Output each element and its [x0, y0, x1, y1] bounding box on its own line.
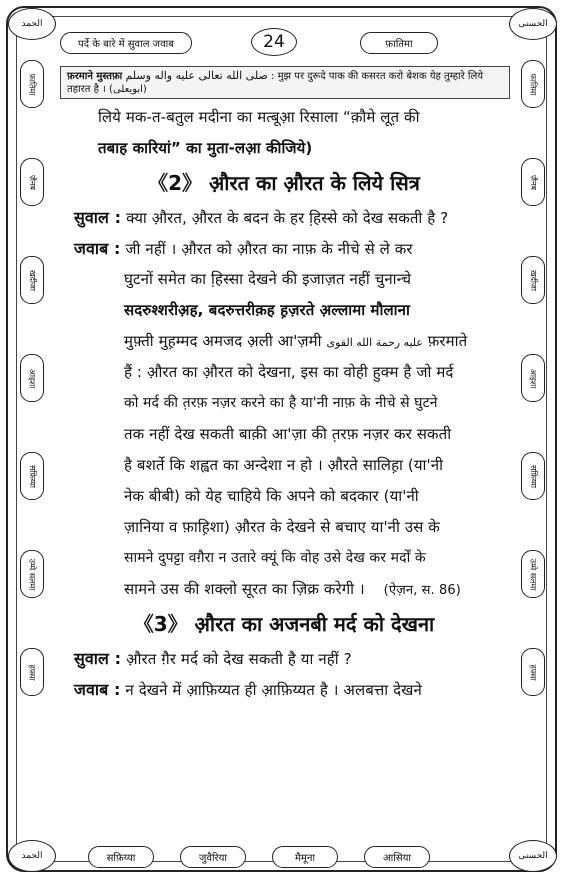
question-label: सुवाल :: [74, 649, 122, 668]
answer-line-3: सदरुश्शरीअ़ह, बदरुत्तरीक़ह ह़ज़रते अ़ल्लामा मौलाना: [124, 301, 410, 319]
answer-label: जवाब :: [74, 680, 121, 699]
side-label-right-1: फ़ातिमा: [521, 60, 545, 108]
question-label: सुवाल :: [74, 208, 122, 227]
footer-label-3: मैमूना: [272, 846, 338, 868]
answer-line-8: है बशर्ते कि शह्वत का अन्देशा न हो । औ़रते सालिह़ा (या'नी: [124, 456, 444, 474]
side-label-right-6: उम्मे सलमा: [521, 550, 545, 598]
header-label-right: फ़ातिमा: [360, 32, 438, 54]
side-label-right-5: सफ़िय्या: [521, 452, 545, 500]
banner-salutation: صلى الله تعالى عليه واله وسلم: [125, 69, 268, 82]
book-title: पर्दे के बारे में सुवाल जवाब: [60, 32, 192, 54]
answer-line-6: को मर्द की त़रफ़ नज़र करने का है या'नी नाफ़ के नीचे से घुटने: [124, 395, 438, 411]
page-number: 24: [251, 28, 297, 56]
answer-line-12: सामने उस की शक्लो सूरत का ज़िक्र करेगी । (ऐज़न, स. 86): [124, 580, 461, 598]
question-text: क्या औ़रत, औ़रत के बदन के हर हि़स्से को देख सकती है ?: [126, 209, 449, 227]
answer-line-7: तक नहीं देख सकती बाक़ी आ'ज़ा की त़रफ़ नज़र कर सकती: [124, 425, 452, 443]
side-label-right-2: ज़ैनब: [521, 158, 545, 206]
answer-line-11: सामने दुपट्टा वग़ैरा न उतारे क्यूं कि वोह उसे देख कर मर्दों के: [124, 550, 426, 566]
banner-label: फ़रमाने मुस्तफ़ा: [67, 71, 123, 82]
side-label-left-1: फ़ातिमा: [20, 60, 44, 108]
answer-line-9: नेक बीबी) को येह चाहिये कि अपने को बदकार (या'नी: [124, 487, 419, 505]
answer-3-line-1: जवाब : न देखने में आ़फ़िय्यत ही आ़फ़िय्यत है । अलबत्ता देखने: [74, 680, 422, 699]
corner-ornament-top-left: الحمد: [8, 8, 56, 40]
side-label-left-6: उम्मे सलमा: [20, 550, 44, 598]
side-label-right-4: आइशा: [521, 354, 545, 402]
answer-line-4: मुफ़्ती मुह़म्मद अमजद अ़ली आ'ज़मी عليه رحمة الله القوى फ़रमाते: [124, 332, 468, 350]
question-2: [74, 202, 494, 233]
intro-line-2: तबाह कारियां” का मुता-लआ़ कीजिये): [98, 139, 313, 157]
side-label-left-3: ख़दीजा: [20, 256, 44, 304]
side-label-left-4: आइशा: [20, 354, 44, 402]
answer-label: जवाब :: [74, 239, 121, 258]
side-label-right-7: हफ़्सा: [521, 648, 545, 696]
footer-label-4: आसिया: [364, 846, 430, 868]
corner-ornament-bottom-right: الحسنى: [509, 840, 557, 872]
answer-line-10: ज़ानिया व फ़ाह़िशा) औ़रत के देखने से बचाए या'नी उस के: [124, 518, 440, 536]
intro-line-1: लिये मक-त-बतुल मदीना का मत्बूआ़ रिसाला “क़ौमे लूत़ की: [98, 108, 420, 126]
answer-line-1: जवाब : जी नहीं । औ़रत को औ़रत का नाफ़ के नीचे से ले कर: [74, 239, 413, 258]
question-text: औ़रत ग़ैर मर्द को देख सकती है या नहीं ?: [126, 650, 352, 668]
corner-ornament-bottom-left: الحمد: [8, 840, 56, 872]
answer-line-5: हैं : औ़रत का औ़रत को देखना, इस का वोही हुक्म है जो मर्द: [124, 363, 454, 381]
question-3: [74, 643, 494, 674]
corner-ornament-top-right: الحسنى: [509, 8, 557, 40]
footer-label-1: सफ़िय्या: [88, 846, 154, 868]
side-label-left-2: ज़ैनब: [20, 158, 44, 206]
section-heading-3: 《3》 औ़रत का अजनबी मर्द को देखना: [133, 612, 435, 636]
side-label-right-3: ख़दीजा: [521, 256, 545, 304]
side-label-left-7: हफ़्सा: [20, 648, 44, 696]
reference: (ऐज़न, स. 86): [383, 583, 461, 598]
hadith-banner: [60, 66, 510, 99]
answer-line-2: घुटनों समेत का हि़स्सा देखने की इजाज़त नहीं चुनान्चे: [124, 270, 412, 288]
footer-label-2: जुवैरिया: [180, 846, 246, 868]
arabic-honorific: عليه رحمة الله القوى: [326, 336, 423, 349]
side-label-left-5: सफ़िय्या: [20, 452, 44, 500]
banner-text: : मुझ पर दुरूदे पाक की कसरत करो बेशक येह तुम्हारे लिये तहारत है । (ابويعلى): [67, 71, 484, 95]
body-text: [74, 102, 494, 705]
section-heading-2: 《2》 औ़रत का औ़रत के लिये सित्र: [148, 171, 420, 195]
